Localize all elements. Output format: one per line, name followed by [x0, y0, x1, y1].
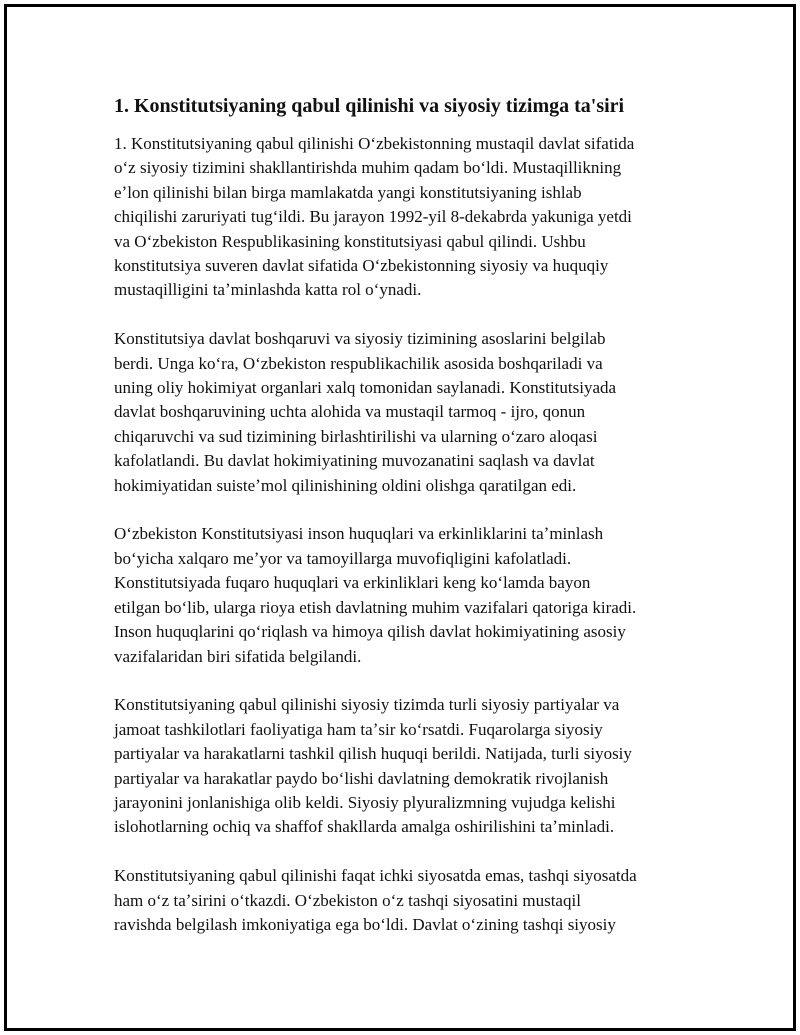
text-line: partiyalar va harakatlar paydo boʻlishi davlatning demokratik rivojlanish: [114, 768, 609, 788]
paragraph-3: [114, 522, 694, 668]
paragraph-5: [114, 864, 694, 937]
text-line: Konstitutsiyada fuqaro huquqlari va erkinliklari keng koʻlamda bayon: [114, 573, 591, 593]
document-title: 1. Konstitutsiyaning qabul qilinishi va siyosiy tizimga ta'siri: [114, 95, 625, 117]
text-line: mustaqilligini taʼminlashda katta rol oʻynadi.: [114, 280, 422, 300]
text-line: Konstitutsiya davlat boshqaruvi va siyosiy tizimining asoslarini belgilab: [114, 329, 606, 349]
text-line: eʼlon qilinishi bilan birga mamlakatda yangi konstitutsiyaning ishlab: [114, 182, 582, 202]
text-line: uning oliy hokimiyat organlari xalq tomonidan saylanadi. Konstitutsiyada: [114, 378, 617, 398]
text-line: jarayonini jonlanishiga olib keldi. Siyosiy plyuralizmning vujudga kelishi: [114, 792, 616, 812]
text-line: chiqaruvchi va sud tizimining birlashtirilishi va ularning oʻzaro aloqasi: [114, 426, 598, 446]
text-line: ham oʻz taʼsirini oʻtkazdi. Oʻzbekiston oʻz tashqi siyosatini mustaqil: [114, 890, 581, 910]
text-line: oʻz siyosiy tizimini shakllantirishda muhim qadam boʻldi. Mustaqillikning: [114, 158, 622, 178]
text-line: Konstitutsiyaning qabul qilinishi faqat ichki siyosatda emas, tashqi siyosatda: [114, 866, 637, 886]
text-line: islohotlarning ochiq va shaffof shakllarda amalga oshirilishini taʼminladi.: [114, 817, 615, 837]
text-line: davlat boshqaruvining uchta alohida va mustaqil tarmoq - ijro, qonun: [114, 402, 586, 422]
text-line: konstitutsiya suveren davlat sifatida Oʻzbekistonning siyosiy va huquqiy: [114, 256, 609, 276]
text-line: kafolatlandi. Bu davlat hokimiyatining muvozanatini saqlash va davlat: [114, 451, 595, 471]
text-line: chiqilishi zaruriyati tugʻildi. Bu jarayon 1992-yil 8-dekabrda yakuniga yetdi: [114, 207, 632, 227]
text-line: ravishda belgilash imkoniyatiga ega boʻldi. Davlat oʻzining tashqi siyosiy: [114, 914, 616, 934]
text-line: Oʻzbekiston Konstitutsiyasi inson huquqlari va erkinliklarini taʼminlash: [114, 524, 604, 544]
paragraph-1: [114, 132, 694, 303]
document-body: [114, 92, 694, 962]
text-line: etilgan boʻlib, ularga rioya etish davlatning muhim vazifalari qatoriga kiradi.: [114, 597, 637, 617]
paragraph-4: [114, 693, 694, 839]
text-line: vazifalaridan biri sifatida belgilandi.: [114, 646, 362, 666]
text-line: boʻyicha xalqaro meʼyor va tamoyillarga muvofiqligini kafolatladi.: [114, 548, 572, 568]
text-line: 1. Konstitutsiyaning qabul qilinishi Oʻzbekistonning mustaqil davlat sifatida: [114, 134, 635, 153]
text-line: jamoat tashkilotlari faoliyatiga ham taʼsir koʻrsatdi. Fuqarolarga siyosiy: [114, 719, 603, 739]
paragraph-2: [114, 327, 694, 498]
text-line: hokimiyatidan suisteʼmol qilinishining oldini olishga qaratilgan edi.: [114, 475, 577, 495]
text-line: berdi. Unga koʻra, Oʻzbekiston respublikachilik asosida boshqariladi va: [114, 353, 603, 373]
text-line: Konstitutsiyaning qabul qilinishi siyosiy tizimda turli siyosiy partiyalar va: [114, 695, 620, 715]
text-line: partiyalar va harakatlarni tashkil qilish huquqi berildi. Natijada, turli siyosiy: [114, 744, 632, 764]
text-line: Inson huquqlarini qoʻriqlash va himoya qilish davlat hokimiyatining asosiy: [114, 622, 626, 642]
text-line: va Oʻzbekiston Respublikasining konstitutsiyasi qabul qilindi. Ushbu: [114, 231, 586, 251]
